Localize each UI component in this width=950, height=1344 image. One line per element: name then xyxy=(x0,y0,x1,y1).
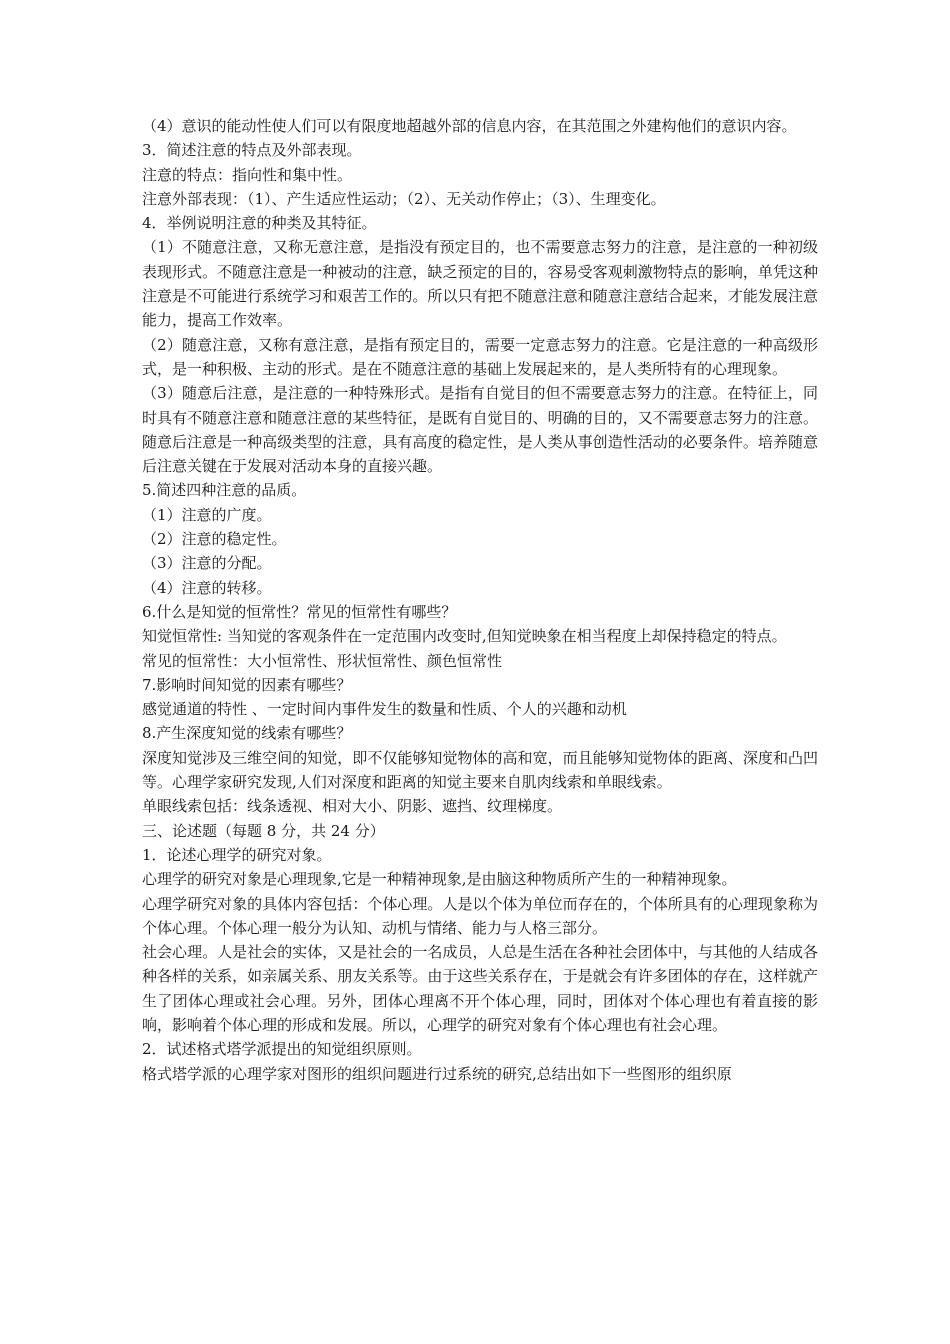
paragraph-perceptual-constancy: 知觉恒常性: 当知觉的客观条件在一定范围内改变时,但知觉映象在相当程度上却保持稳定的特点。 xyxy=(142,627,787,646)
paragraph-involuntary-attention: （1）不随意注意，又称无意注意，是指没有预定目的，也不需要意志努力的注意，是注意的一种初级表现形式。不随意注意是一种被动的注意，缺乏预定的目的，容易受客观刺激物特点的影响，单凭这种注意是不可能进行系统学习和艰苦工作的。所以只有把不随意注意和随意注意结合起来，才能发展注意能力，提高工作效率。 xyxy=(142,238,818,330)
document-page xyxy=(142,114,818,1086)
essay-2-heading: 2．试述格式塔学派提出的知觉组织原则。 xyxy=(142,1040,422,1059)
paragraph-depth-perception: 深度知觉涉及三维空间的知觉，即不仅能够知觉物体的高和宽，而且能够知觉物体的距离、深度和凸凹等。心理学家研究发现,人们对深度和距离的知觉主要来自肌肉线索和单眼线索。 xyxy=(142,748,818,792)
time-perception-factors: 感觉通道的特性 、一定时间内事件发生的数量和性质、个人的兴趣和动机 xyxy=(142,700,627,719)
attention-features: 注意的特点：指向性和集中性。 xyxy=(142,165,353,184)
attention-quality-4: （4）注意的转移。 xyxy=(142,578,272,597)
section-3-heading: 三、论述题（每题 8 分，共 24 分） xyxy=(142,821,385,840)
question-3-heading: 3．简述注意的特点及外部表现。 xyxy=(142,141,362,160)
paragraph-gestalt-principles: 格式塔学派的心理学家对图形的组织问题进行过系统的研究,总结出如下一些图形的组织原 xyxy=(142,1064,732,1083)
question-5-heading: 5.简述四种注意的品质。 xyxy=(142,481,307,500)
question-7-heading: 7.影响时间知觉的因素有哪些？ xyxy=(142,675,352,694)
question-8-heading: 8.产生深度知觉的线索有哪些？ xyxy=(142,724,352,743)
paragraph-individual-psychology: 心理学研究对象的具体内容包括：个体心理。人是以个体为单位而存在的，个体所具有的心理现象称为个体心理。个体心理一般分为认知、动机与情绪、能力与人格三部分。 xyxy=(142,894,818,937)
question-6-heading: 6.什么是知觉的恒常性？常见的恒常性有哪些？ xyxy=(142,602,457,621)
common-constancies: 常见的恒常性：大小恒常性、形状恒常性、颜色恒常性 xyxy=(142,651,503,670)
attention-quality-2: （2）注意的稳定性。 xyxy=(142,530,287,549)
attention-quality-1: （1）注意的广度。 xyxy=(142,505,272,524)
paragraph-post-voluntary-attention: （3）随意后注意，是注意的一种特殊形式。是指有自觉目的但不需要意志努力的注意。在特征上，同时具有不随意注意和随意注意的某些特征，是既有自觉目的、明确的目的，又不需要意志努力的注意。随意后注意是一种高级类型的注意，具有高度的稳定性，是人类从事创造性活动的必要条件。培养随意后注意关键在于发展对活动本身的直接兴趣。 xyxy=(142,384,818,476)
attention-quality-3: （3）注意的分配。 xyxy=(142,554,272,573)
paragraph-consciousness-agency: （4）意识的能动性使人们可以有限度地超越外部的信息内容，在其范围之外建构他们的意识内容。 xyxy=(142,117,797,135)
question-4-heading: 4．举例说明注意的种类及其特征。 xyxy=(142,214,377,233)
paragraph-psychology-object: 心理学的研究对象是心理现象,它是一种精神现象,是由脑这种物质所产生的一种精神现象。 xyxy=(142,870,737,889)
paragraph-voluntary-attention: （2）随意注意，又称有意注意，是指有预定目的，需要一定意志努力的注意。它是注意的一种高级形式，是一种积极、主动的形式。是在不随意注意的基础上发展起来的，是人类所特有的心理现象。 xyxy=(142,335,818,378)
attention-external-signs: 注意外部表现：（1）、产生适应性运动；（2）、无关动作停止；（3）、生理变化。 xyxy=(142,189,666,208)
monocular-cues: 单眼线索包括：线条透视、相对大小、阴影、遮挡、纹理梯度。 xyxy=(142,797,563,816)
essay-1-heading: 1．论述心理学的研究对象。 xyxy=(142,845,332,864)
paragraph-social-psychology: 社会心理。人是社会的实体，又是社会的一名成员，人总是生活在各种社会团体中，与其他的人结成各种各样的关系，如亲属关系、朋友关系等。由于这些关系存在，于是就会有许多团体的存在，这样就产生了团体心理或社会心理。另外，团体心理离不开个体心理，同时，团体对个体心理也有着直接的影响，影响着个体心理的形成和发展。所以，心理学的研究对象有个体心理也有社会心理。 xyxy=(142,943,818,1034)
